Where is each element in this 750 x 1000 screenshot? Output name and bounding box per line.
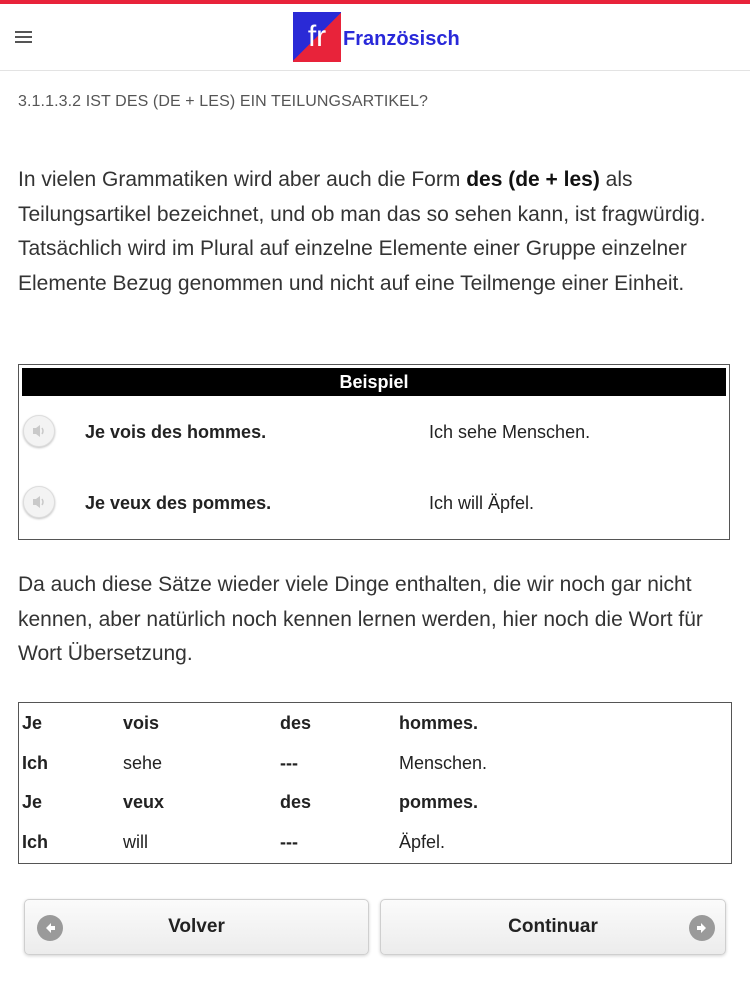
- example-row: [19, 484, 729, 524]
- app-header: [0, 4, 750, 71]
- table-cell: ---: [280, 753, 298, 773]
- table-row: [19, 792, 731, 822]
- example-german: Ich sehe Menschen.: [429, 422, 591, 442]
- back-button-label: Volver: [168, 916, 225, 937]
- intro-text-bold: des (de + les): [466, 168, 600, 191]
- table-cell: pommes.: [399, 792, 479, 812]
- example-box: [18, 364, 730, 540]
- table-row: [19, 832, 731, 862]
- next-button[interactable]: [380, 899, 726, 955]
- section-heading: 3.1.1.3.2 IST DES (DE + LES) EIN TEILUNGSARTIKEL?: [18, 93, 428, 110]
- word-by-word-table: [18, 702, 732, 864]
- table-cell: Äpfel.: [399, 832, 446, 852]
- second-paragraph: Da auch diese Sätze wieder viele Dinge enthalten, die wir noch gar nicht kennen, aber natürlich noch kennen lernen werden, hier noch die Wort für Wort Übersetzung.: [18, 573, 703, 665]
- table-row: [19, 753, 731, 783]
- table-cell: sehe: [123, 753, 163, 773]
- table-cell: Ich: [22, 753, 49, 773]
- table-cell: des: [280, 713, 312, 733]
- table-cell: Ich: [22, 832, 49, 852]
- table-cell: Menschen.: [399, 753, 488, 773]
- app-title[interactable]: Französisch: [343, 28, 460, 50]
- table-cell: hommes.: [399, 713, 479, 733]
- table-cell: Je: [22, 792, 43, 812]
- hamburger-menu-icon[interactable]: [15, 31, 32, 44]
- table-cell: ---: [280, 832, 298, 852]
- table-cell: will: [123, 832, 148, 852]
- example-header: Beispiel: [22, 368, 726, 396]
- app-logo[interactable]: fr: [293, 12, 341, 62]
- intro-paragraph: [18, 163, 718, 301]
- example-french: Je vois des hommes.: [85, 422, 267, 442]
- table-cell: des: [280, 792, 312, 812]
- table-cell: Je: [22, 713, 43, 733]
- next-button-label: Continuar: [508, 916, 598, 937]
- table-cell: vois: [123, 713, 160, 733]
- back-button[interactable]: [24, 899, 369, 955]
- intro-text-start: In vielen Grammatiken wird aber auch die Form: [18, 168, 467, 191]
- intro-text-end: als Teilungsartikel bezeichnet, und ob man das so sehen kann, ist fragwürdig. Tatsächlich wird im Plural auf einzelne Elemente einer Gruppe einzelner Elemente Bezug genommen und nicht auf eine Teilmenge einer Einheit.: [18, 168, 706, 295]
- table-cell: veux: [123, 792, 165, 812]
- table-row: [19, 713, 731, 743]
- example-german: Ich will Äpfel.: [429, 493, 535, 513]
- example-french: Je veux des pommes.: [85, 493, 272, 513]
- speaker-icon[interactable]: [23, 486, 55, 518]
- speaker-icon[interactable]: [23, 415, 55, 447]
- arrow-right-circle-icon: [689, 915, 715, 941]
- example-row: [19, 413, 729, 453]
